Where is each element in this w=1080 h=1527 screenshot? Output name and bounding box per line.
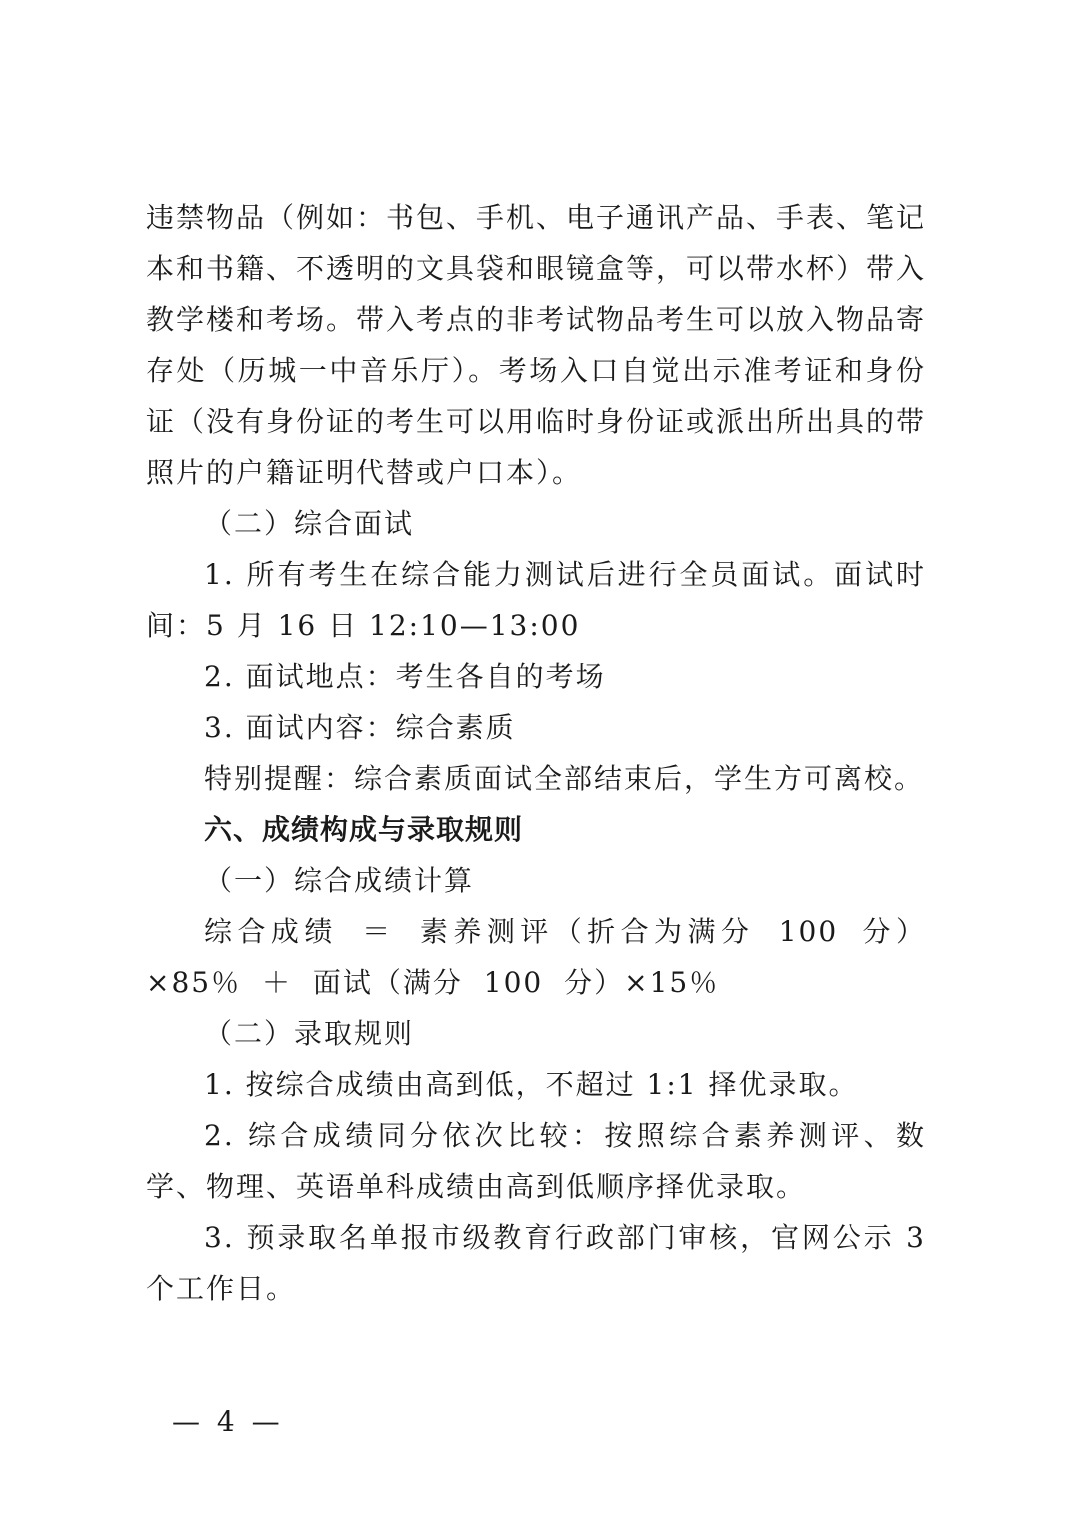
- subheading-admission-rules: （二）录取规则: [204, 1017, 415, 1050]
- paragraph-interview-location: 2. 面试地点：考生各自的考场: [204, 660, 606, 693]
- paragraph-interview-content: 3. 面试内容：综合素质: [204, 711, 516, 744]
- paragraph-special-reminder: 特别提醒：综合素质面试全部结束后，学生方可离校。: [204, 762, 925, 795]
- subheading-score-calculation: （一）综合成绩计算: [204, 864, 475, 897]
- paragraph-interview-time: 1. 所有考生在综合能力测试后进行全员面试。面试时间：5 月 16 日 12:10—13:00: [146, 558, 926, 642]
- paragraph-rule-3: 3. 预录取名单报市级教育行政部门审核，官网公示 3 个工作日。: [146, 1221, 926, 1305]
- paragraph-rule-1: 1. 按综合成绩由高到低，不超过 1:1 择优录取。: [204, 1068, 859, 1101]
- subheading-comprehensive-interview: （二）综合面试: [204, 507, 415, 540]
- page-number: — 4 —: [172, 1405, 284, 1438]
- paragraph-score-formula: 综合成绩 ＝ 素养测评（折合为满分 100 分）×85％ ＋ 面试（满分 100 分）×15％: [146, 915, 926, 999]
- paragraph-prohibited-items: 违禁物品（例如：书包、手机、电子通讯产品、手表、笔记本和书籍、不透明的文具袋和眼镜盒等，可以带水杯）带入教学楼和考场。带入考点的非考试物品考生可以放入物品寄存处（历城一中音乐厅）。考场入口自觉出示准考证和身份证（没有身份证的考生可以用临时身份证或派出所出具的带照片的户籍证明代替或户口本）。: [146, 201, 927, 489]
- paragraph-rule-2: 2. 综合成绩同分依次比较：按照综合素养测评、数学、物理、英语单科成绩由高到低顺序择优录取。: [146, 1119, 926, 1203]
- document-body: [146, 192, 926, 1314]
- section-heading-scores-admission: 六、成绩构成与录取规则: [204, 813, 524, 846]
